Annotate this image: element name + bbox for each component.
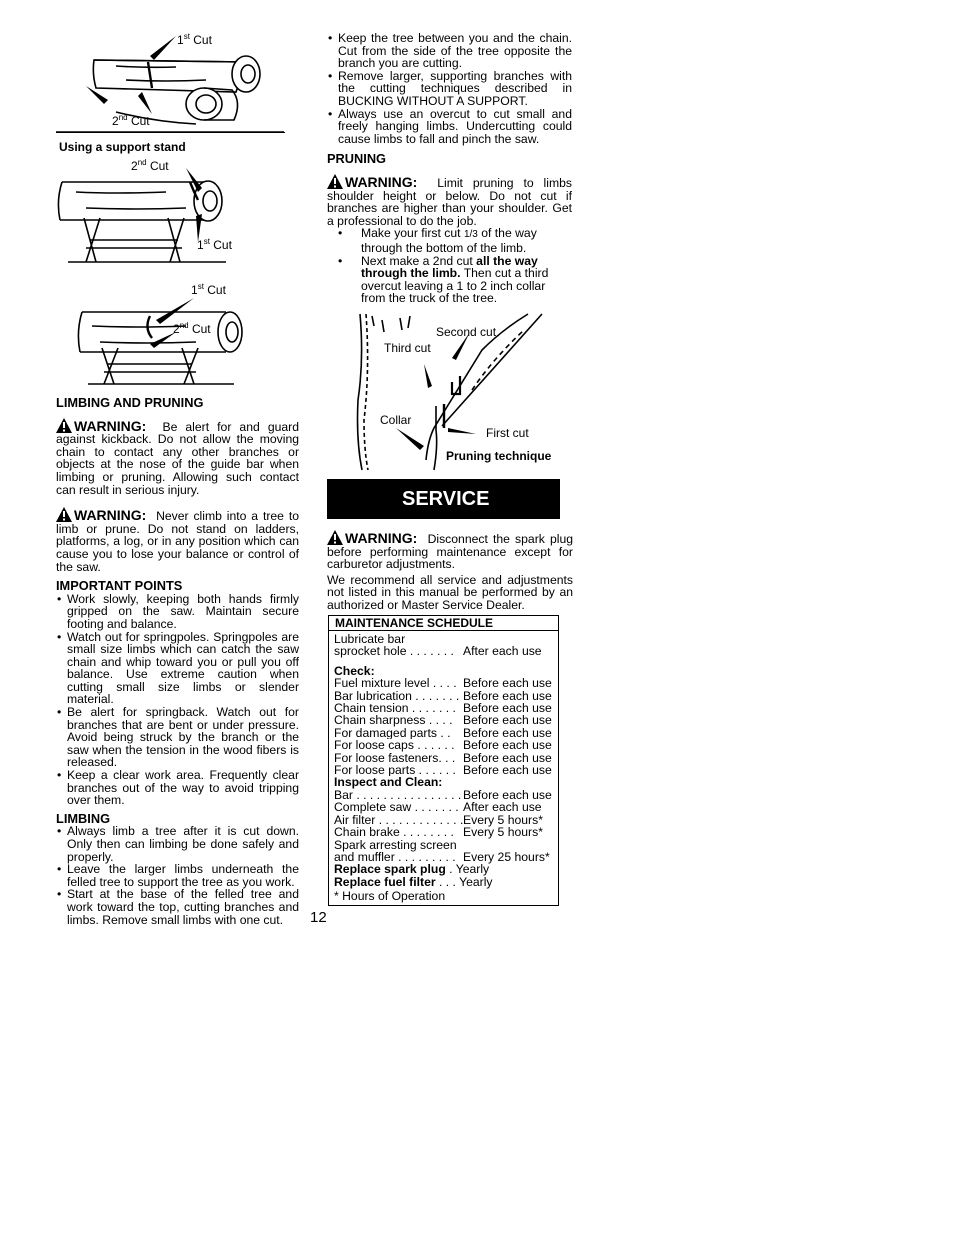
limbing-tips-list (327, 32, 572, 145)
list-item: • Next make a 2nd cut all the way through the limb. Then cut a third overcut leaving a 1 to 2 inch collar from the truck of the tree. (337, 255, 557, 305)
left-text-column (56, 397, 299, 926)
pruning-warning (327, 174, 572, 227)
log-on-log-illustration (56, 30, 288, 136)
hours-footnote: * Hours of Operation (334, 889, 446, 904)
pruning-warning-text: Limit pruning to limbs shoulder height or below. Do not cut if branches are higher than your shoulder. Get a professional to do the job. (327, 175, 572, 228)
right-text-column (327, 32, 572, 305)
fig2-first-cut-label: 1st Cut (197, 237, 232, 252)
service-dealer-note: We recommend all service and adjustments not listed in this manual be performed by an authorized or Master Service Dealer. (327, 572, 573, 612)
list-item: • Work slowly, keeping both hands firmly gripped on the saw. Maintain secure footing and balance. (56, 593, 299, 631)
list-item: • Watch out for springpoles. Springpoles are small size limbs which can catch the saw chain and whip toward you or pull you off balance. Use extreme caution when cutting small size limbs or slender material. (56, 631, 299, 707)
table-row: sprocket hole . . . . . . . After each use (334, 644, 542, 659)
table-row: and muffler . . . . . . . . . Every 25 hours* (334, 849, 550, 864)
climbing-warning (56, 507, 299, 573)
list-item: • Always limb a tree after it is cut down. Only then can limbing be done safely and properly. (56, 825, 299, 863)
warning-triangle-icon (327, 530, 343, 545)
pruning-steps-list (337, 227, 557, 305)
support-stand-caption: Using a support stand (59, 140, 186, 154)
support-stand-undercut-illustration (76, 298, 246, 394)
fig1-first-cut-label: 1st Cut (177, 32, 212, 47)
table-row: Complete saw . . . . . . . After each use (334, 800, 542, 815)
service-section-banner (327, 479, 560, 519)
list-item: • Keep the tree between you and the chain. Cut from the side of the tree opposite the branch you are cutting. (327, 32, 572, 70)
service-text (327, 530, 573, 612)
figure-divider (56, 132, 285, 133)
fig3-first-cut-label: 1st Cut (191, 282, 226, 297)
table-row: For damaged parts . . Before each use (334, 725, 552, 740)
list-item: • Start at the base of the felled tree and work toward the top, cutting branches and limbs. Remove small limbs with one cut. (56, 888, 299, 926)
list-item: • Make your first cut 1/3 of the way through the bottom of the limb. (337, 227, 557, 254)
spark-plug-warning (327, 530, 573, 571)
maintenance-schedule-table (328, 615, 559, 906)
table-row: For loose parts . . . . . . Before each use (334, 763, 552, 778)
table-row: Bar lubrication . . . . . . . Before each use (334, 688, 552, 703)
list-item: • Always use an overcut to cut small and freely hanging limbs. Undercutting could cause limbs to fall and pinch the saw. (327, 108, 572, 146)
warning-label: WARNING: (74, 417, 147, 434)
important-points-heading: IMPORTANT POINTS (56, 578, 183, 594)
inspect-heading: Inspect and Clean: (334, 775, 443, 790)
limbing-heading: LIMBING (56, 810, 111, 826)
table-row: Chain brake . . . . . . . . Every 5 hours* (334, 825, 543, 840)
warning-triangle-icon (327, 174, 343, 189)
fig3-second-cut-label: 2nd Cut (173, 321, 211, 336)
important-points-list (56, 593, 299, 807)
warning-triangle-icon (56, 507, 72, 522)
table-row: Fuel mixture level . . . . Before each use (334, 676, 552, 691)
warning-triangle-icon (56, 418, 72, 433)
spark-plug-warning-text: Disconnect the spark plug before performing maintenance except for carburetor adjustments. (327, 532, 574, 572)
page-number: 12 (310, 909, 327, 926)
first-cut-label: First cut (486, 426, 529, 440)
table-row: Replace spark plug . Yearly (334, 862, 490, 877)
kickback-warning-text: Be alert for and guard against kickback. Do not allow the moving chain to contact any other branches or objects at the nose of the guide bar when limbing or pruning. Allowing such contact can result in serious injury. (56, 419, 299, 497)
table-row: Chain sharpness . . . . Before each use (334, 713, 552, 728)
warning-label: WARNING: (74, 507, 147, 524)
table-row: For loose caps . . . . . . Before each use (334, 738, 552, 753)
climbing-warning-text: Never climb into a tree to limb or prune. Do not stand on ladders, platforms, a log, or in any position which can cause you to lose your balance or control of the saw. (56, 509, 299, 574)
warning-label: WARNING: (345, 173, 418, 190)
collar-label: Collar (380, 413, 412, 427)
support-stand-log-illustration (56, 168, 238, 268)
pruning-heading: PRUNING (327, 151, 387, 167)
third-cut-label: Third cut (384, 341, 431, 355)
warning-label: WARNING: (345, 530, 418, 546)
second-cut-label: Second cut (436, 325, 497, 339)
kickback-warning (56, 418, 299, 497)
list-item: • Leave the larger limbs underneath the felled tree to support the tree as you work. (56, 863, 299, 888)
check-heading: Check: (334, 663, 375, 678)
table-row: Air filter . . . . . . . . . . . . . Every 5 hours* (334, 812, 543, 827)
service-title: SERVICE (402, 488, 490, 510)
fig2-second-cut-label: 2nd Cut (131, 158, 169, 173)
table-row: For loose fasteners. . . Before each use (334, 750, 552, 765)
list-item: • Keep a clear work area. Frequently clear branches out of the way to avoid tripping over them. (56, 769, 299, 807)
table-row: Chain tension . . . . . . . Before each use (334, 701, 552, 716)
limbing-points-list (56, 825, 299, 926)
fig1-second-cut-label: 2nd Cut (112, 113, 150, 128)
list-item: • Be alert for springback. Watch out for branches that are bent or under pressure. Avoid being struck by the branch or the saw when the tension in the wood fibers is released. (56, 706, 299, 769)
list-item: • Remove larger, supporting branches with the cutting techniques described in BUCKING WITHOUT A SUPPORT. (327, 70, 572, 108)
maintenance-schedule-title: MAINTENANCE SCHEDULE (329, 616, 558, 631)
spark-screen-label: Spark arresting screen (334, 837, 457, 852)
table-row: Bar . . . . . . . . . . . . . . . . Before each use (334, 787, 552, 802)
limbing-pruning-heading: LIMBING AND PRUNING (56, 395, 204, 410)
table-row: Replace fuel filter . . . Yearly (334, 874, 493, 889)
lubricate-label: Lubricate bar (334, 632, 406, 646)
pruning-technique-caption: Pruning technique (446, 449, 552, 463)
